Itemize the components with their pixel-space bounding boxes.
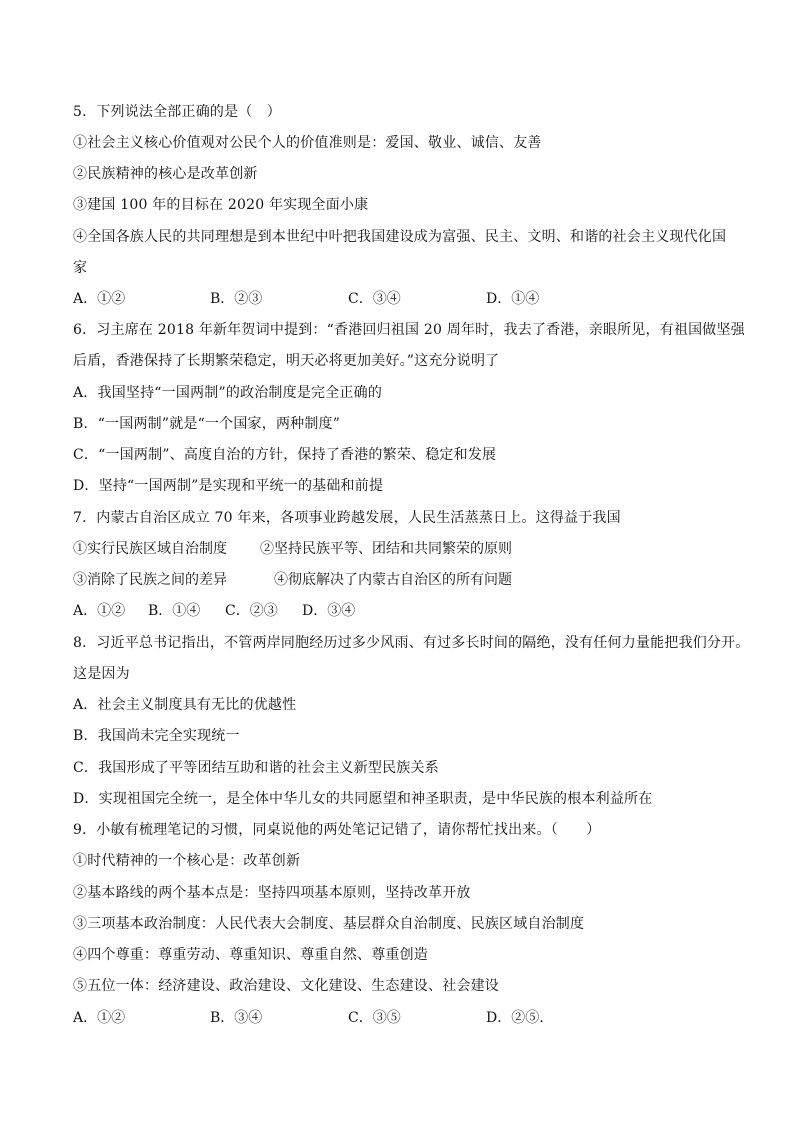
q6-option-a: A．我国坚持“一国两制”的政治制度是完全正确的 bbox=[73, 385, 383, 401]
q7-option-c: C．②③ bbox=[225, 603, 278, 619]
q9-statement-3: ③三项基本政治制度：人民代表大会制度、基层群众自治制度、民族区域自治制度 bbox=[73, 916, 585, 932]
q7-option-a: A．①② bbox=[73, 603, 126, 619]
q8-option-b: B．我国尚未完全实现统一 bbox=[73, 728, 240, 744]
q5-statement-4: ④全国各族人民的共同理想是到本世纪中叶把我国建设成为富强、民主、文明、和谐的社会主义现代化国 bbox=[73, 229, 727, 245]
q9-option-b: B．③④ bbox=[210, 1010, 263, 1026]
q5-statement-2: ②民族精神的核心是改革创新 bbox=[73, 166, 258, 182]
q8-option-c: C．我国形成了平等团结互助和谐的社会主义新型民族关系 bbox=[73, 760, 439, 776]
q8-stem-line-1: 8．习近平总书记指出，不管两岸同胞经历过多少风雨、有过多长时间的隔绝，没有任何力量能把我们分开。 bbox=[73, 635, 750, 651]
q9-stem: 9．小敏有梳理笔记的习惯，同桌说他的两处笔记记错了，请你帮忙找出来。（ ） bbox=[73, 822, 601, 838]
q5-statement-1: ①社会主义核心价值观对公民个人的价值准则是：爱国、敬业、诚信、友善 bbox=[73, 135, 542, 151]
q7-statement-2: ②坚持民族平等、团结和共同繁荣的原则 bbox=[260, 541, 512, 557]
q9-statement-1: ①时代精神的一个核心是：改革创新 bbox=[73, 853, 301, 869]
q5-statement-3: ③建国 100 年的目标在 2020 年实现全面小康 bbox=[73, 197, 369, 213]
q5-option-b: B．②③ bbox=[210, 291, 263, 307]
q5-stem: 5．下列说法全部正确的是（ ） bbox=[73, 104, 281, 120]
q9-statement-4: ④四个尊重：尊重劳动、尊重知识、尊重自然、尊重创造 bbox=[73, 947, 428, 963]
q5-option-d: D．①④ bbox=[486, 291, 540, 307]
q9-option-c: C．③⑤ bbox=[348, 1010, 401, 1026]
q6-option-b: B．“一国两制”就是“一个国家，两种制度” bbox=[73, 416, 341, 432]
q7-statement-4: ④彻底解决了内蒙古自治区的所有问题 bbox=[274, 572, 512, 588]
q7-option-b: B．①④ bbox=[148, 603, 201, 619]
q6-option-d: D．坚持“一国两制”是实现和平统一的基础和前提 bbox=[73, 478, 384, 494]
q7-statement-1: ①实行民族区域自治制度 bbox=[73, 541, 227, 557]
q9-option-a: A．①② bbox=[73, 1010, 126, 1026]
q6-option-c: C．“一国两制”、高度自治的方针，保持了香港的繁荣、稳定和发展 bbox=[73, 447, 497, 463]
q6-stem-line-2: 后盾，香港保持了长期繁荣稳定，明天必将更加美好。”这充分说明了 bbox=[73, 353, 500, 369]
q9-statement-2: ②基本路线的两个基本点是：坚持四项基本原则，坚持改革开放 bbox=[73, 885, 471, 901]
q7-statement-3: ③消除了民族之间的差异 bbox=[73, 572, 227, 588]
q9-option-d: D．②⑤. bbox=[486, 1010, 544, 1026]
q7-option-d: D．③④ bbox=[302, 603, 356, 619]
q6-stem-line-1: 6．习主席在 2018 年新年贺词中提到：“香港回归祖国 20 周年时，我去了香港，亲眼所见，有祖国做坚强 bbox=[73, 322, 745, 338]
q5-option-c: C．③④ bbox=[348, 291, 401, 307]
q7-stem: 7．内蒙古自治区成立 70 年来，各项事业跨越发展，人民生活蒸蒸日上。这得益于我国 bbox=[73, 510, 621, 526]
q5-option-a: A．①② bbox=[73, 291, 126, 307]
q8-stem-line-2: 这是因为 bbox=[73, 666, 130, 682]
q8-option-a: A．社会主义制度具有无比的优越性 bbox=[73, 697, 297, 713]
q9-statement-5: ⑤五位一体：经济建设、政治建设、文化建设、生态建设、社会建设 bbox=[73, 978, 499, 994]
q5-statement-4-cont: 家 bbox=[73, 260, 88, 276]
q8-option-d: D．实现祖国完全统一，是全体中华儿女的共同愿望和神圣职责，是中华民族的根本利益所在 bbox=[73, 791, 653, 807]
